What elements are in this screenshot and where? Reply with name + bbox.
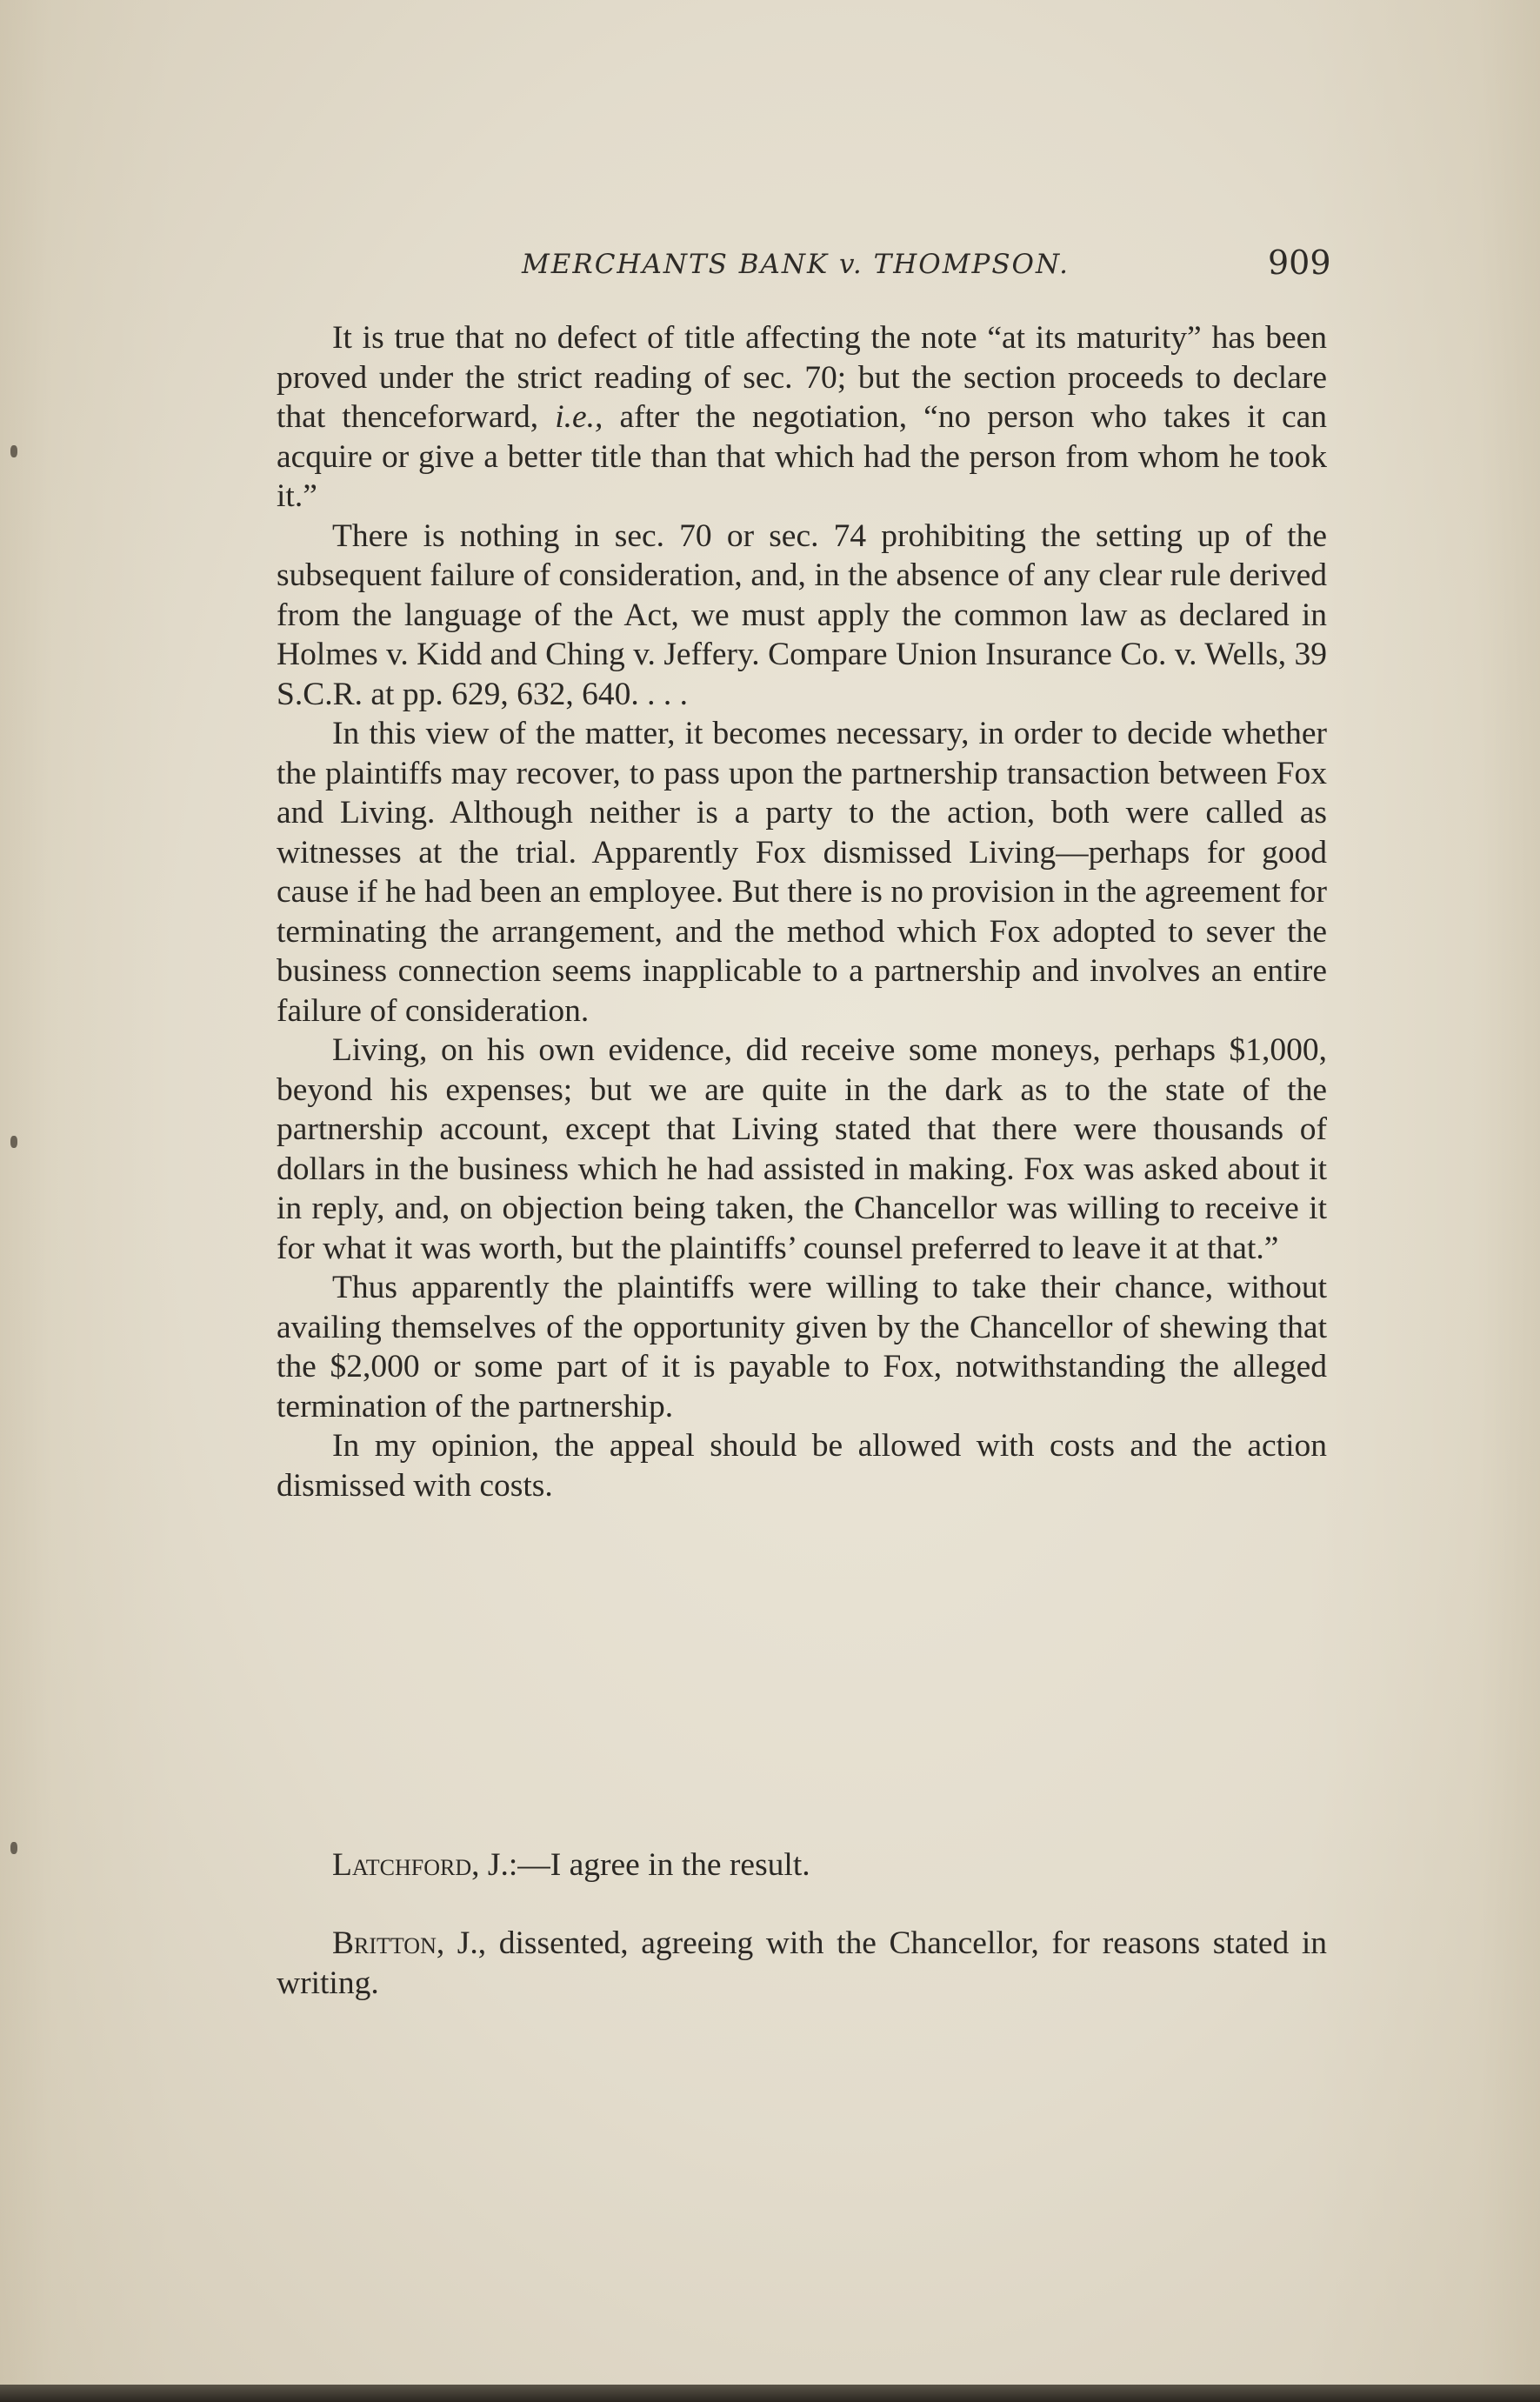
paragraph-5: Thus apparently the plaintiffs were willing to take their chance, without availing themselves of the opportunity given by the Chancellor of shewing that the $2,000 or some part of it is payable to Fox, notwithstanding the alleged termination of the partnership. bbox=[277, 1270, 1327, 1425]
judge-britton-text: , J., dissented, agreeing with the Chancellor, for reasons stated in writing. bbox=[277, 1925, 1327, 2001]
paragraph-3: In this view of the matter, it becomes necessary, in order to decide whether the plaintiffs may recover, to pass upon the partnership transaction between Fox and Living. Although neither is a party to the action, both were called as witnesses at the trial. Apparently Fox dismissed Living—perhaps for good cause if he had been an employee. But there is no provision in the agreement for terminating the arrangement, and the method which Fox adopted to sever the business connection seems inapplicable to a partnership and involves an entire failure of consideration. bbox=[277, 716, 1327, 1029]
page-number: 909 bbox=[1268, 244, 1331, 282]
judge-latchford bbox=[277, 1845, 1327, 1885]
body-text bbox=[277, 318, 1327, 2001]
margin-mark bbox=[10, 1136, 17, 1148]
judge-latchford-text: , J.:—I agree in the result. bbox=[471, 1847, 810, 1883]
margin-mark bbox=[10, 445, 17, 457]
paragraph-4: Living, on his own evidence, did receive some moneys, perhaps $1,000, beyond his expenses; but we are quite in the dark as to the state of the partnership account, except that Living stated that there were thousands of dollars in the business which he had assisted in making. Fox was asked about it in reply, and, on objection being taken, the Chancellor was willing to receive it for what it was worth, but the plaintiffs’ counsel preferred to leave it at that.” bbox=[277, 1032, 1327, 1266]
paragraph-1-emphasis: i.e., bbox=[555, 399, 603, 435]
judge-britton-name: Britton bbox=[332, 1925, 437, 1961]
paragraph-1 bbox=[277, 318, 1327, 517]
running-head bbox=[277, 242, 1331, 285]
margin-mark bbox=[10, 1842, 17, 1854]
paragraph-2: There is nothing in sec. 70 or sec. 74 prohibiting the setting up of the subsequent failure of consideration, and, in the absence of any clear rule derived from the language of the Act, we must apply the common law as declared in Holmes v. Kidd and Ching v. Jeffery. Compare Union Insurance Co. v. Wells, 39 S.C.R. at pp. 629, 632, 640. . . . bbox=[277, 517, 1327, 712]
paragraph-1-text-b: after the negotiation, “no person who takes it can acquire or give a better title than that which had the person from whom he took it.” bbox=[277, 399, 1327, 514]
page-bottom-edge bbox=[0, 2385, 1540, 2402]
paragraph-6: In my opinion, the appeal should be allowed with costs and the action dismissed with costs. bbox=[277, 1428, 1327, 1504]
judge-latchford-name: Latchford bbox=[332, 1847, 472, 1883]
paragraph-1-text-a: It is true that no defect of title affecting the note “at its maturity” has been proved under the strict reading of sec. 70; but the section proceeds to declare that thenceforward, bbox=[277, 320, 1327, 435]
judge-britton bbox=[277, 1924, 1327, 2003]
running-title: MERCHANTS BANK v. THOMPSON. bbox=[522, 249, 1070, 280]
